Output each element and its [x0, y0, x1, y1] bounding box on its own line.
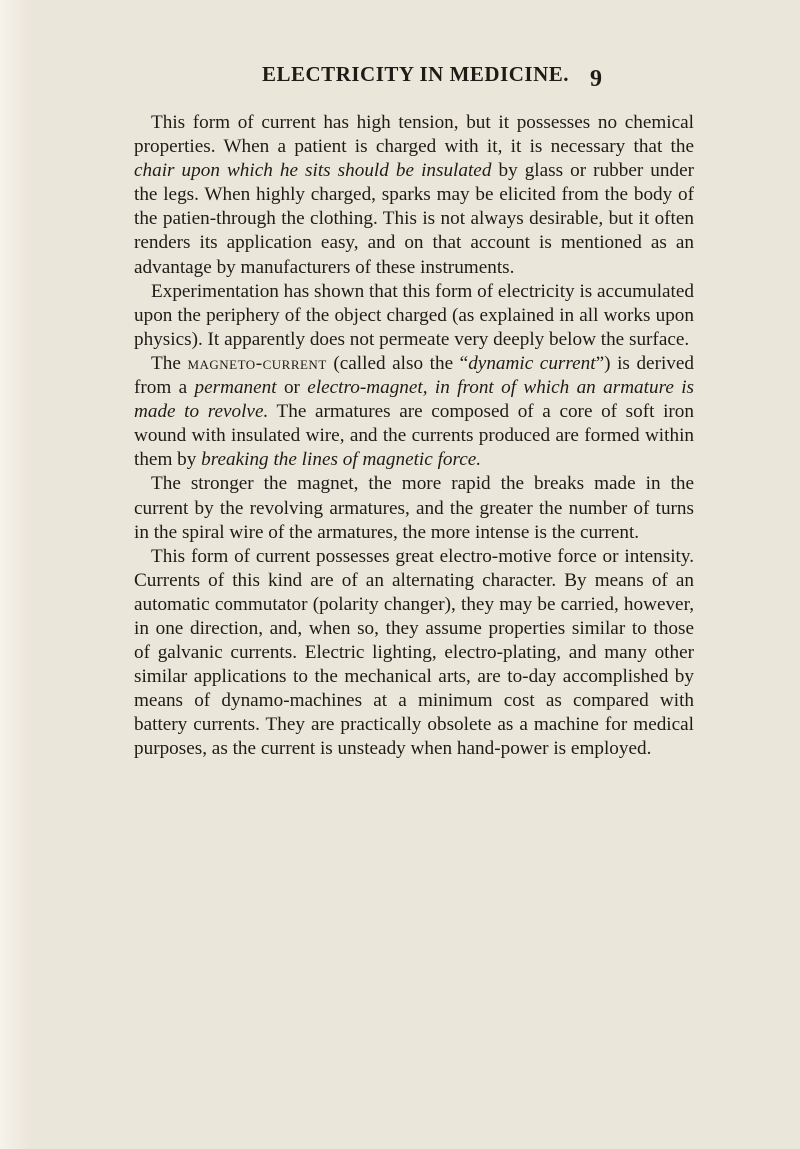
emphasis-permanent: permanent: [194, 377, 277, 399]
body-text: [134, 111, 694, 762]
paragraph-5: This form of current possesses great electro-motive force or intensity. Currents of this kind are of an alternating character. By means of an automatic commutator (polarity changer), they may be carried, however, in one direction, and, when so, they assume properties similar to those of galvanic currents. Electric lighting, electro-plating, and many other similar applications to the mechanical arts, are to-day accomplished by means of dynamo-machines at a minimum cost as compared with battery currents. They are practically obsolete as a machine for medical purposes, as the current is unsteady when hand-power is employed.: [134, 545, 694, 760]
emphasis-breaking-lines: breaking the lines of magnetic force.: [201, 449, 482, 471]
running-head: [0, 62, 800, 92]
page-edge-shading: [0, 0, 30, 1149]
emphasis-dynamic-current: dynamic current: [468, 352, 596, 374]
page-number: 9: [590, 66, 602, 92]
running-title: ELECTRICITY IN MEDICINE.: [262, 62, 570, 86]
emphasis-insulated: chair upon which he sits should be insulated: [134, 160, 492, 182]
paragraph-1: This form of current has high tension, but it possesses no chemical properties. When a patient is charged with it, it is necessary that the chair upon which he sits should be insulated by glass or rubber under the legs. When highly charged, sparks may be elicited from the body of the patien-through the clothing. This is not always desirable, but it often renders its application easy, and on that account is mentioned as an advantage by manufacturers of these instruments.: [134, 112, 694, 278]
term-magneto-current: magneto-current: [187, 352, 327, 374]
paragraph-3: The magneto-current (called also the “dynamic current”) is derived from a permanent or electro-magnet, in front of which an armature is made to revolve. The armatures are composed of a core of soft iron wound with insulated wire, and the currents produced are formed within them by breaking the lines of magnetic force.: [134, 352, 694, 471]
paragraph-2: Experimentation has shown that this form of electricity is accumulated upon the periphery of the object charged (as explained in all works upon physics). It apparently does not permeate very deeply below the surface.: [134, 280, 694, 350]
emphasis-electro-magnet: electro-magnet, in front of which an armature is made to revolve.: [134, 377, 694, 423]
paragraph-4: The stronger the magnet, the more rapid the breaks made in the current by the revolving armatures, and the greater the number of turns in the spiral wire of the armatures, the more intense is the current.: [134, 473, 694, 543]
